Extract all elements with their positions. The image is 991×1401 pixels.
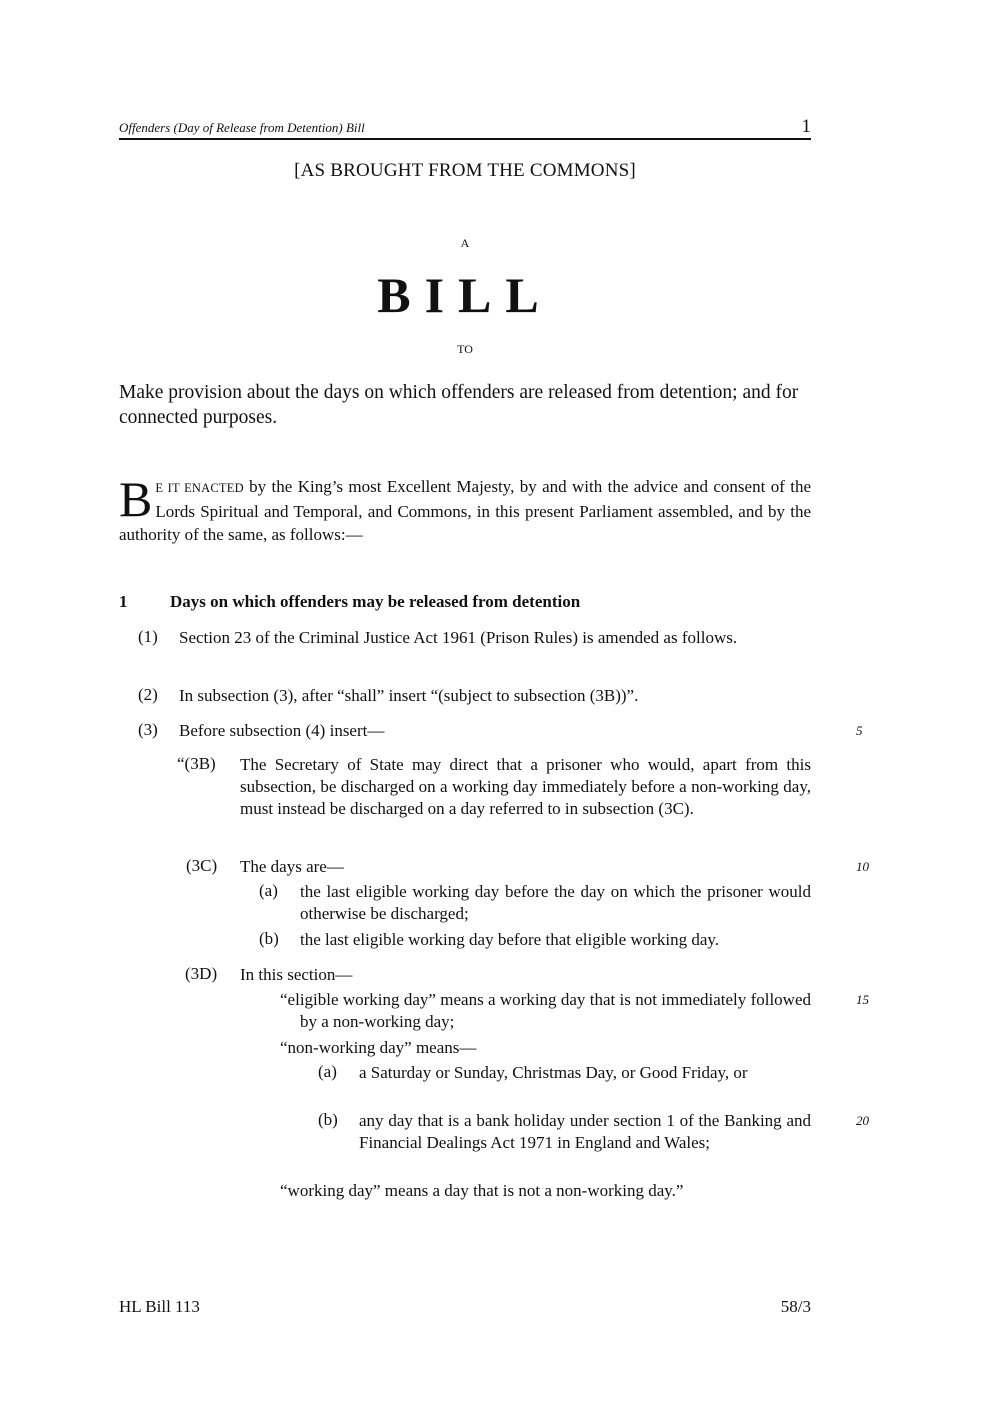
paragraph-label: (a) — [259, 881, 278, 900]
running-title: Offenders (Day of Release from Detention) Bill — [119, 120, 365, 135]
definition-working-day: “working day” means a day that is not a non-working day.” — [280, 1181, 684, 1200]
line-number: 20 — [856, 1113, 869, 1128]
print-reference: 58/3 — [780, 1297, 811, 1316]
subsection-label: (3) — [138, 720, 158, 739]
paragraph-label: (b) — [259, 929, 279, 948]
subsection-text: In subsection (3), after “shall” insert “(subject to subsection (3B))”. — [179, 686, 639, 705]
to-label: TO — [457, 342, 473, 356]
inserted-subsection-label: “(3B) — [177, 754, 216, 773]
subsection-label: (2) — [138, 685, 158, 704]
definition-non-working-day: “non-working day” means— — [280, 1038, 477, 1057]
drop-cap: B — [119, 471, 153, 527]
long-title: Make provision about the days on which offenders are released from detention; and for connected purposes. — [119, 382, 799, 428]
subsection-label: (1) — [138, 627, 158, 646]
paragraph-label: (b) — [318, 1110, 338, 1129]
page-number: 1 — [801, 116, 811, 137]
inserted-subsection-label: (3D) — [185, 964, 218, 983]
paragraph-text: any day that is a bank holiday under section 1 of the Banking and Financial Dealings Act 1971 in England and Wales; — [359, 1111, 811, 1152]
running-header — [119, 118, 811, 140]
bill-reference: HL Bill 113 — [119, 1297, 200, 1316]
enacting-formula — [119, 471, 811, 546]
line-number: 10 — [856, 859, 869, 874]
paragraph-text: a Saturday or Sunday, Christmas Day, or Good Friday, or — [359, 1063, 748, 1082]
definition-eligible-working-day: “eligible working day” means a working day that is not immediately followed by a non-working day; — [280, 990, 811, 1031]
enacting-small-caps: E IT ENACTED — [155, 481, 244, 495]
paragraph-text: the last eligible working day before that eligible working day. — [300, 930, 720, 949]
inserted-subsection-3c-text: The days are— — [240, 857, 344, 876]
bill-status: [AS BROUGHT FROM THE COMMONS] — [294, 160, 636, 181]
section-title: Days on which offenders may be released from detention — [170, 592, 581, 611]
line-number: 15 — [856, 992, 869, 1007]
paragraph-label: (a) — [318, 1062, 337, 1081]
enacting-text: by the King’s most Excellent Majesty, by and with the advice and consent of the Lords Spiritual and Temporal, and Commons, in this present Parliament assembled, and by the authority of the same, as follows:— — [119, 477, 811, 544]
line-number: 5 — [856, 723, 863, 738]
inserted-subsection-3b-text: The Secretary of State may direct that a prisoner who would, apart from this subsection, be discharged on a working day immediately before a non-working day, must instead be discharged on a day referred to in subsection (3C). — [240, 755, 811, 818]
inserted-subsection-label: (3C) — [186, 856, 218, 875]
a-label: A — [460, 236, 470, 250]
subsection-text: Before subsection (4) insert— — [179, 721, 385, 740]
paragraph-text: the last eligible working day before the day on which the prisoner would otherwise be discharged; — [300, 882, 811, 923]
subsection-text: Section 23 of the Criminal Justice Act 1961 (Prison Rules) is amended as follows. — [179, 628, 738, 647]
section-number: 1 — [119, 592, 128, 611]
inserted-subsection-3d-text: In this section— — [240, 965, 353, 984]
bill-title: BILL — [377, 267, 553, 323]
